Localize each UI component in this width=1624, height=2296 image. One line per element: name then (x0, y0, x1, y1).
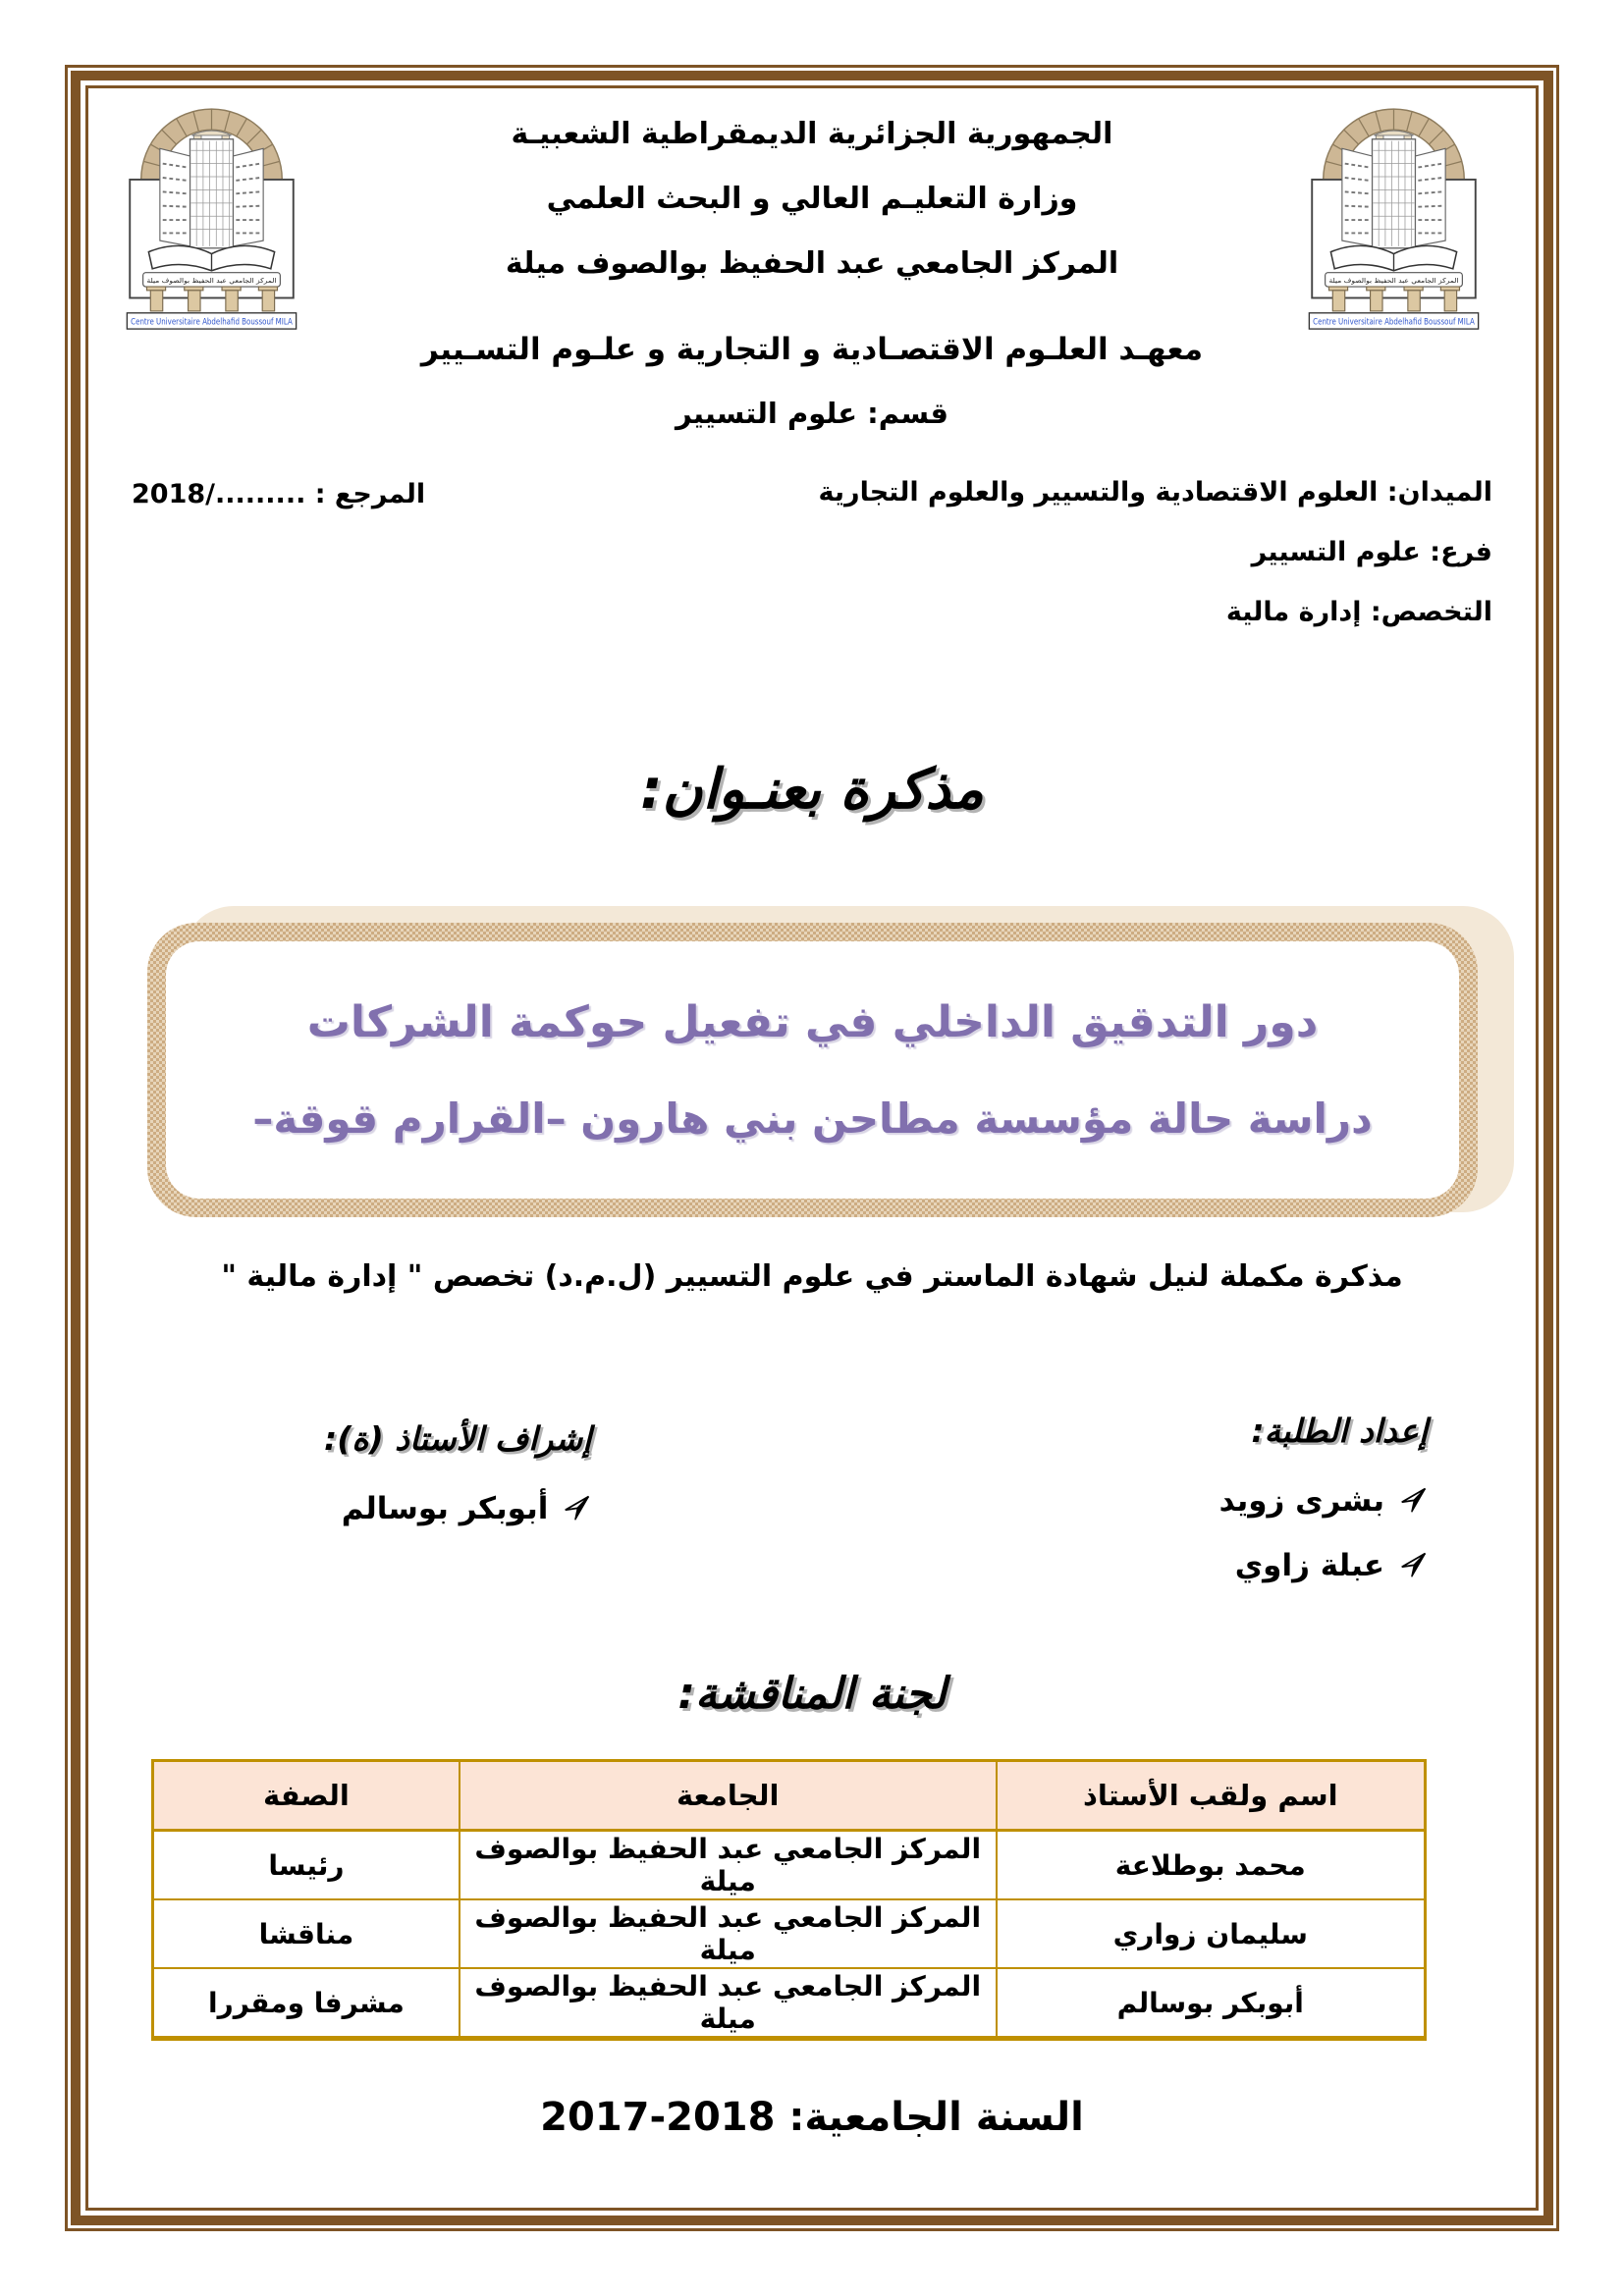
supervisor-block (324, 1419, 591, 1556)
committee-header-row (153, 1761, 1426, 1831)
student-item (1219, 1483, 1428, 1519)
committee-row (153, 1968, 1426, 2039)
university-cell: المركز الجامعي عبد الحفيظ بوالصوف ميلة (460, 1899, 997, 1968)
institute-line: معهـد العلـوم الاقتصـادية و التجارية و علـوم التسـيير (420, 332, 1204, 367)
university-line: المركز الجامعي عبد الحفيظ بوالصوف ميلة (505, 246, 1119, 281)
reference-line: المرجع : ........./2018 (132, 479, 426, 509)
header-block (0, 102, 1624, 296)
logo-banner-text: المركز الجامعي عبد الحفيظ بوالصوف ميلة (1328, 277, 1459, 286)
student-name: بشرى زويد (1218, 1483, 1384, 1519)
supervisor-name: أبوبكر بوسالم (341, 1491, 549, 1526)
students-heading: إعداد الطلبة: (1251, 1412, 1428, 1450)
col-professor-name: اسم ولقب الأستاذ (997, 1761, 1426, 1831)
col-role: الصفة (153, 1761, 460, 1831)
title-box (147, 906, 1514, 1235)
field-line: الميدان: العلوم الاقتصادية والتسيير والعلوم التجارية (818, 477, 1492, 507)
field-block (819, 477, 1492, 657)
title-box-border (147, 923, 1478, 1217)
role-cell: رئيسا (153, 1831, 460, 1900)
supervisor-heading: إشراف الأستاذ (ة): (324, 1419, 592, 1458)
supervisor-item (324, 1491, 591, 1526)
branch-line: فرع: علوم التسيير (1251, 537, 1492, 567)
arrow-bullet-icon (1398, 1551, 1428, 1580)
department-line: قسم: علوم التسيير (675, 397, 948, 430)
students-block (1219, 1412, 1428, 1613)
logo-caption-text: Centre Universitaire Abdelhafid Boussouf MILA (131, 317, 293, 328)
professor-name-cell: محمد بوطلاعة (997, 1831, 1426, 1900)
university-cell: المركز الجامعي عبد الحفيظ بوالصوف ميلة (460, 1831, 997, 1900)
academic-year: السنة الجامعية: 2018-2017 (540, 2095, 1084, 2140)
col-university: الجامعة (460, 1761, 997, 1831)
role-cell: مشرفا ومقررا (153, 1968, 460, 2039)
student-name: عبلة زاوي (1234, 1548, 1384, 1583)
role-cell: مناقشا (153, 1899, 460, 1968)
committee-table (151, 1759, 1427, 2041)
logo-banner-text: المركز الجامعي عبد الحفيظ بوالصوف ميلة (146, 277, 277, 286)
memo-heading: مذكرة بعنـوان: (640, 758, 984, 822)
ministry-line: وزارة التعليـم العالي و البحث العلمي (546, 182, 1078, 216)
specialty-line: التخصص: إدارة مالية (1225, 597, 1492, 627)
republic-line: الجمهورية الجزائرية الديمقراطية الشعبيـة (511, 117, 1113, 151)
arrow-bullet-icon (562, 1494, 591, 1523)
committee-row (153, 1899, 1426, 1968)
committee-heading: لجنة المناقشة: (677, 1669, 947, 1719)
title-box-inner (166, 941, 1459, 1199)
committee-row (153, 1831, 1426, 1900)
logo-caption-text: Centre Universitaire Abdelhafid Boussouf MILA (1313, 317, 1475, 328)
thesis-title-line1: دور التدقيق الداخلي في تفعيل حوكمة الشركات (306, 997, 1319, 1047)
professor-name-cell: سليمان زواري (997, 1899, 1426, 1968)
degree-subtitle: مذكرة مكملة لنيل شهادة الماستر في علوم التسيير (ل.م.د) تخصص " إدارة مالية " (221, 1259, 1403, 1294)
student-item (1219, 1548, 1428, 1583)
arrow-bullet-icon (1398, 1486, 1428, 1516)
university-cell: المركز الجامعي عبد الحفيظ بوالصوف ميلة (460, 1968, 997, 2039)
thesis-title-line2: دراسة حالة مؤسسة مطاحن بني هارون –القرارم قوقة– (252, 1095, 1373, 1143)
professor-name-cell: أبوبكر بوسالم (997, 1968, 1426, 2039)
